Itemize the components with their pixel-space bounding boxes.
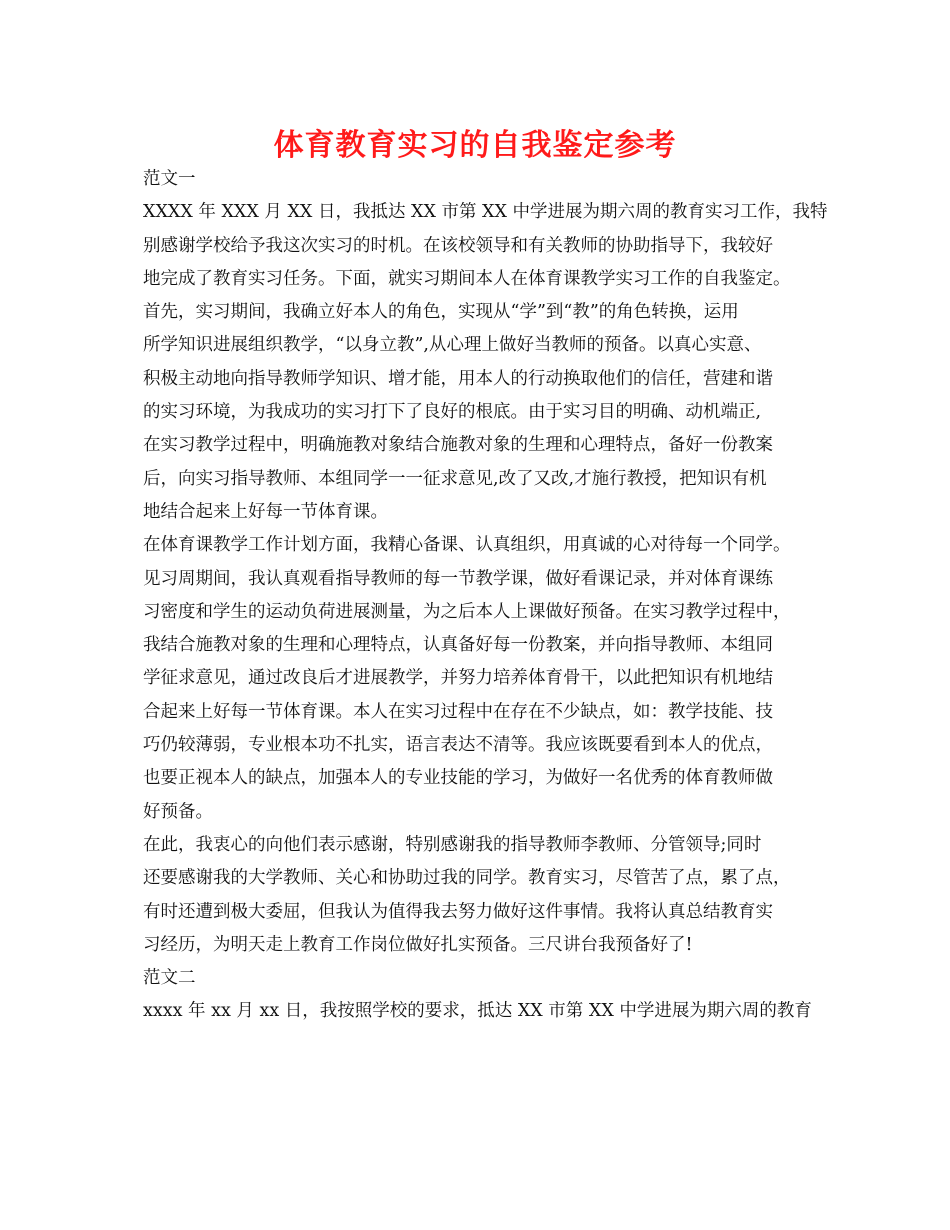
- paragraph-line: 习密度和学生的运动负荷进展测量，为之后本人上课做好预备。在实习教学过程中，: [143, 601, 791, 622]
- paragraph-line: 在体育课教学工作计划方面，我精心备课、认真组织，用真诚的心对待每一个同学。: [143, 535, 791, 556]
- paragraph-line: 在此，我衷心的向他们表示感谢，特别感谢我的指导教师李教师、分管领导;同时: [143, 834, 762, 855]
- paragraph-line: 好预备。: [143, 801, 213, 822]
- paragraph-line: 地完成了教育实习任务。下面，就实习期间本人在体育课教学实习工作的自我鉴定。: [143, 268, 791, 289]
- paragraph-line: 的实习环境，为我成功的实习打下了良好的根底。由于实习目的明确、动机端正,: [143, 402, 762, 423]
- paragraph-line: 别感谢学校给予我这次实习的时机。在该校领导和有关教师的协助指导下，我较好: [143, 235, 773, 256]
- paragraph-line: 见习周期间，我认真观看指导教师的每一节教学课，做好看课记录，并对体育课练: [143, 568, 773, 589]
- document-title: 体育教育实习的自我鉴定参考: [273, 128, 677, 163]
- paragraph-line: 积极主动地向指导教师学知识、增才能，用本人的行动换取他们的信任，营建和谐: [143, 368, 773, 389]
- paragraph-line: 有时还遭到极大委屈，但我认为值得我去努力做好这件事情。我将认真总结教育实: [143, 901, 773, 922]
- paragraph-line: 首先，实习期间，我确立好本人的角色，实现从“学”到“教”的角色转换，运用: [143, 302, 739, 323]
- paragraph-line: 巧仍较薄弱，专业根本功不扎实，语言表达不清等。我应该既要看到本人的优点，: [143, 735, 773, 756]
- paragraph-line: xxxx 年 xx 月 xx 日，我按照学校的要求，抵达 XX 市第 XX 中学进展为期六周的教育: [143, 1001, 812, 1022]
- paragraph-line: 所学知识进展组织教学，“以身立教”,从心理上做好当教师的预备。以真心实意、: [143, 335, 762, 356]
- section-heading-2: 范文二: [143, 968, 196, 989]
- paragraph-line: 在实习教学过程中，明确施教对象结合施教对象的生理和心理特点，备好一份教案: [143, 435, 773, 456]
- paragraph-line: 习经历，为明天走上教育工作岗位做好扎实预备。三尺讲台我预备好了!: [143, 934, 693, 955]
- paragraph-line: 地结合起来上好每一节体育课。: [143, 501, 388, 522]
- paragraph-line: XXXX 年 XXX 月 XX 日，我抵达 XX 市第 XX 中学进展为期六周的教育实习工作，我特: [143, 202, 828, 223]
- section-heading-1: 范文一: [143, 169, 196, 189]
- paragraph-line: 还要感谢我的大学教师、关心和协助过我的同学。教育实习，尽管苦了点，累了点，: [143, 868, 791, 889]
- paragraph-line: 也要正视本人的缺点，加强本人的专业技能的学习，为做好一名优秀的体育教师做: [143, 768, 773, 789]
- paragraph-line: 我结合施教对象的生理和心理特点，认真备好每一份教案，并向指导教师、本组同: [143, 635, 773, 656]
- paragraph-line: 合起来上好每一节体育课。本人在实习过程中在存在不少缺点，如：教学技能、技: [143, 701, 773, 722]
- paragraph-line: 学征求意见，通过改良后才进展教学，并努力培养体育骨干，以此把知识有机地结: [143, 668, 773, 689]
- paragraph-line: 后，向实习指导教师、本组同学一一征求意见,改了又改,才施行教授，把知识有机: [143, 468, 767, 489]
- document-body: [143, 163, 828, 1029]
